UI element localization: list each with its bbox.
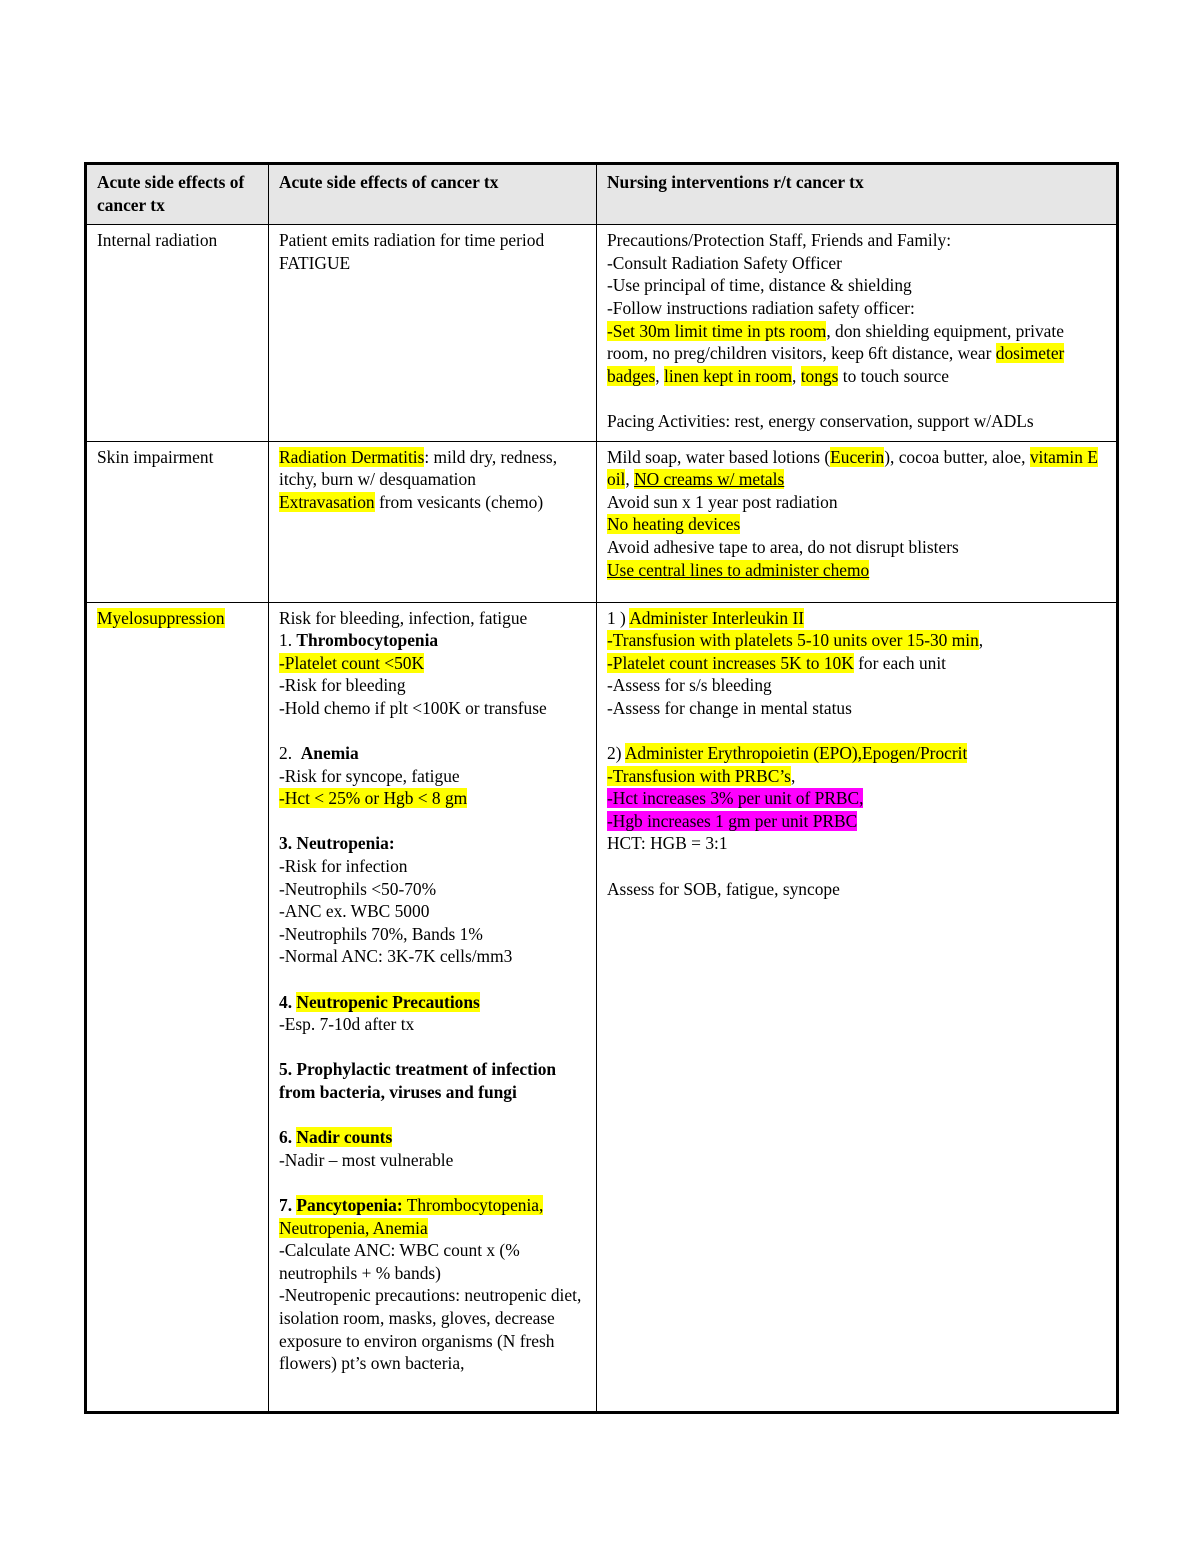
table-row <box>86 225 1118 441</box>
highlight: Eucerin <box>830 446 885 467</box>
intervention-line: -Assess for change in mental status <box>607 697 852 718</box>
highlight: NO creams w/ metals <box>634 469 785 490</box>
text: 1 ) <box>607 607 630 628</box>
text: , <box>625 469 635 490</box>
detail-line: Patient emits radiation for time period <box>279 230 545 251</box>
highlight: -Transfusion with PRBC’s <box>607 765 791 786</box>
intervention-line: -Assess for s/s bleeding <box>607 675 772 696</box>
highlight: Administer Erythropoietin (EPO),Epogen/Procrit <box>624 743 968 764</box>
highlight: tongs <box>800 365 839 386</box>
text: , <box>978 630 984 651</box>
detail-line: -Normal ANC: 3K-7K cells/mm3 <box>279 946 513 967</box>
detail-line: -Nadir – most vulnerable <box>279 1149 454 1170</box>
heading: Anemia <box>300 743 359 764</box>
detail-line <box>279 652 586 675</box>
intervention-line <box>607 607 1106 630</box>
intervention-line <box>607 320 1106 388</box>
highlight: -Transfusion with platelets 5-10 units over 15-30 min <box>607 630 979 651</box>
detail-line <box>279 991 586 1014</box>
text: , don shielding equipment, private room, no preg/children visitors, keep 6ft distance, wear <box>607 320 1064 364</box>
highlight: -Hct < 25% or Hgb < 8 gm <box>279 788 468 809</box>
interventions-cell <box>597 225 1118 441</box>
intervention-line: HCT: HGB = 3:1 <box>607 833 728 854</box>
intervention-line <box>607 629 1106 652</box>
highlight-magenta: -Hct increases 3% per unit of PRBC, <box>607 788 864 809</box>
highlight: Extravasation <box>279 491 375 512</box>
text: , <box>655 365 664 386</box>
intervention-line <box>607 446 1106 491</box>
intervention-line: Pacing Activities: rest, energy conservation, support w/ADLs <box>607 410 1034 431</box>
nursing-notes-table <box>84 162 1119 1414</box>
highlight: Myelosuppression <box>97 607 225 628</box>
intervention-line: Assess for SOB, fatigue, syncope <box>607 878 840 899</box>
highlight: dosimeter badges <box>607 343 1065 386</box>
details-cell <box>269 225 597 441</box>
effect-cell: Skin impairment <box>86 441 269 602</box>
text: from vesicants (chemo) <box>374 491 544 512</box>
detail-line: -Neutropenic precautions: neutropenic diet, isolation room, masks, gloves, decrease exposure to environ organisms (N fresh flowers) pt’s own bacteria, <box>279 1285 582 1374</box>
intervention-line <box>607 765 1106 788</box>
header-col3: Nursing interventions r/t cancer tx <box>597 164 1118 225</box>
detail-line: -Esp. 7-10d after tx <box>279 1014 415 1035</box>
text: 6. <box>279 1127 297 1148</box>
heading: Thrombocytopenia <box>296 630 439 651</box>
heading: Nadir counts <box>296 1127 393 1148</box>
intervention-line: Avoid adhesive tape to area, do not disrupt blisters <box>607 536 959 557</box>
heading: Neutropenic Precautions <box>296 991 480 1012</box>
detail-line <box>279 629 586 652</box>
detail-line: -Calculate ANC: WBC count x (% neutrophils + % bands) <box>279 1240 520 1283</box>
heading: Pancytopenia: <box>296 1194 403 1215</box>
intervention-line: -Use principal of time, distance & shielding <box>607 275 912 296</box>
intervention-line <box>607 742 1106 765</box>
highlight: vitamin E oil <box>607 446 1098 490</box>
highlight: Use central lines to administer chemo <box>607 559 870 580</box>
text: , <box>792 365 801 386</box>
detail-line: -Risk for bleeding <box>279 675 406 696</box>
highlight: -Set 30m limit time in pts room <box>607 320 827 341</box>
detail-line: -Risk for infection <box>279 856 408 877</box>
detail-line: Risk for bleeding, infection, fatigue <box>279 607 528 628</box>
detail-line <box>279 742 586 765</box>
effect-cell: Internal radiation <box>86 225 269 441</box>
detail-line: -Neutrophils <50-70% <box>279 878 437 899</box>
text: 4. <box>279 991 297 1012</box>
detail-line <box>279 1194 586 1239</box>
effect-cell <box>86 602 269 1412</box>
detail-line: 5. Prophylactic treatment of infection from bacteria, viruses and fungi <box>279 1059 557 1102</box>
text: to touch source <box>838 365 949 386</box>
header-row <box>86 164 1118 225</box>
text: 2. <box>279 743 301 764</box>
highlight: Administer Interleukin II <box>629 607 805 628</box>
details-cell <box>269 602 597 1412</box>
details-cell <box>269 441 597 602</box>
detail-line: -ANC ex. WBC 5000 <box>279 901 430 922</box>
text: Mild soap, water based lotions ( <box>607 446 831 467</box>
highlight: Thrombocytopenia, Neutropenia, Anemia <box>279 1194 544 1238</box>
table-row <box>86 441 1118 602</box>
interventions-cell <box>597 602 1118 1412</box>
text: for each unit <box>853 652 947 673</box>
detail-line: -Hold chemo if plt <100K or transfuse <box>279 697 547 718</box>
intervention-line <box>607 787 1106 810</box>
text: : mild dry, redness, itchy, burn w/ desquamation <box>279 446 558 490</box>
intervention-line <box>607 810 1106 833</box>
detail-line <box>279 446 586 491</box>
highlight: No heating devices <box>607 514 741 535</box>
intervention-line: -Consult Radiation Safety Officer <box>607 252 842 273</box>
text: ), cocoa butter, aloe, <box>884 446 1030 467</box>
table-row <box>86 602 1118 1412</box>
detail-line <box>279 491 586 514</box>
intervention-line: Avoid sun x 1 year post radiation <box>607 491 838 512</box>
text: 2) <box>607 743 625 764</box>
header-col2: Acute side effects of cancer tx <box>269 164 597 225</box>
detail-line <box>279 1126 586 1149</box>
highlight: Radiation Dermatitis <box>279 446 425 467</box>
detail-line: -Neutrophils 70%, Bands 1% <box>279 923 483 944</box>
detail-line <box>279 787 586 810</box>
text: 1. <box>279 630 297 651</box>
intervention-line <box>607 559 1106 582</box>
intervention-line <box>607 652 1106 675</box>
text: 7. <box>279 1194 297 1215</box>
header-col1: Acute side effects of cancer tx <box>86 164 269 225</box>
highlight: linen kept in room <box>664 365 792 386</box>
text: , <box>790 765 796 786</box>
highlight-magenta: -Hgb increases 1 gm per unit PRBC <box>607 810 858 831</box>
intervention-line <box>607 513 1106 536</box>
detail-line: -Risk for syncope, fatigue <box>279 765 460 786</box>
detail-line: 3. Neutropenia: <box>279 833 395 854</box>
highlight: -Platelet count <50K <box>279 652 425 673</box>
interventions-cell <box>597 441 1118 602</box>
intervention-line: -Follow instructions radiation safety officer: <box>607 297 915 318</box>
detail-line: FATIGUE <box>279 252 351 273</box>
intervention-line: Precautions/Protection Staff, Friends and Family: <box>607 230 952 251</box>
highlight: -Platelet count increases 5K to 10K <box>607 652 854 673</box>
